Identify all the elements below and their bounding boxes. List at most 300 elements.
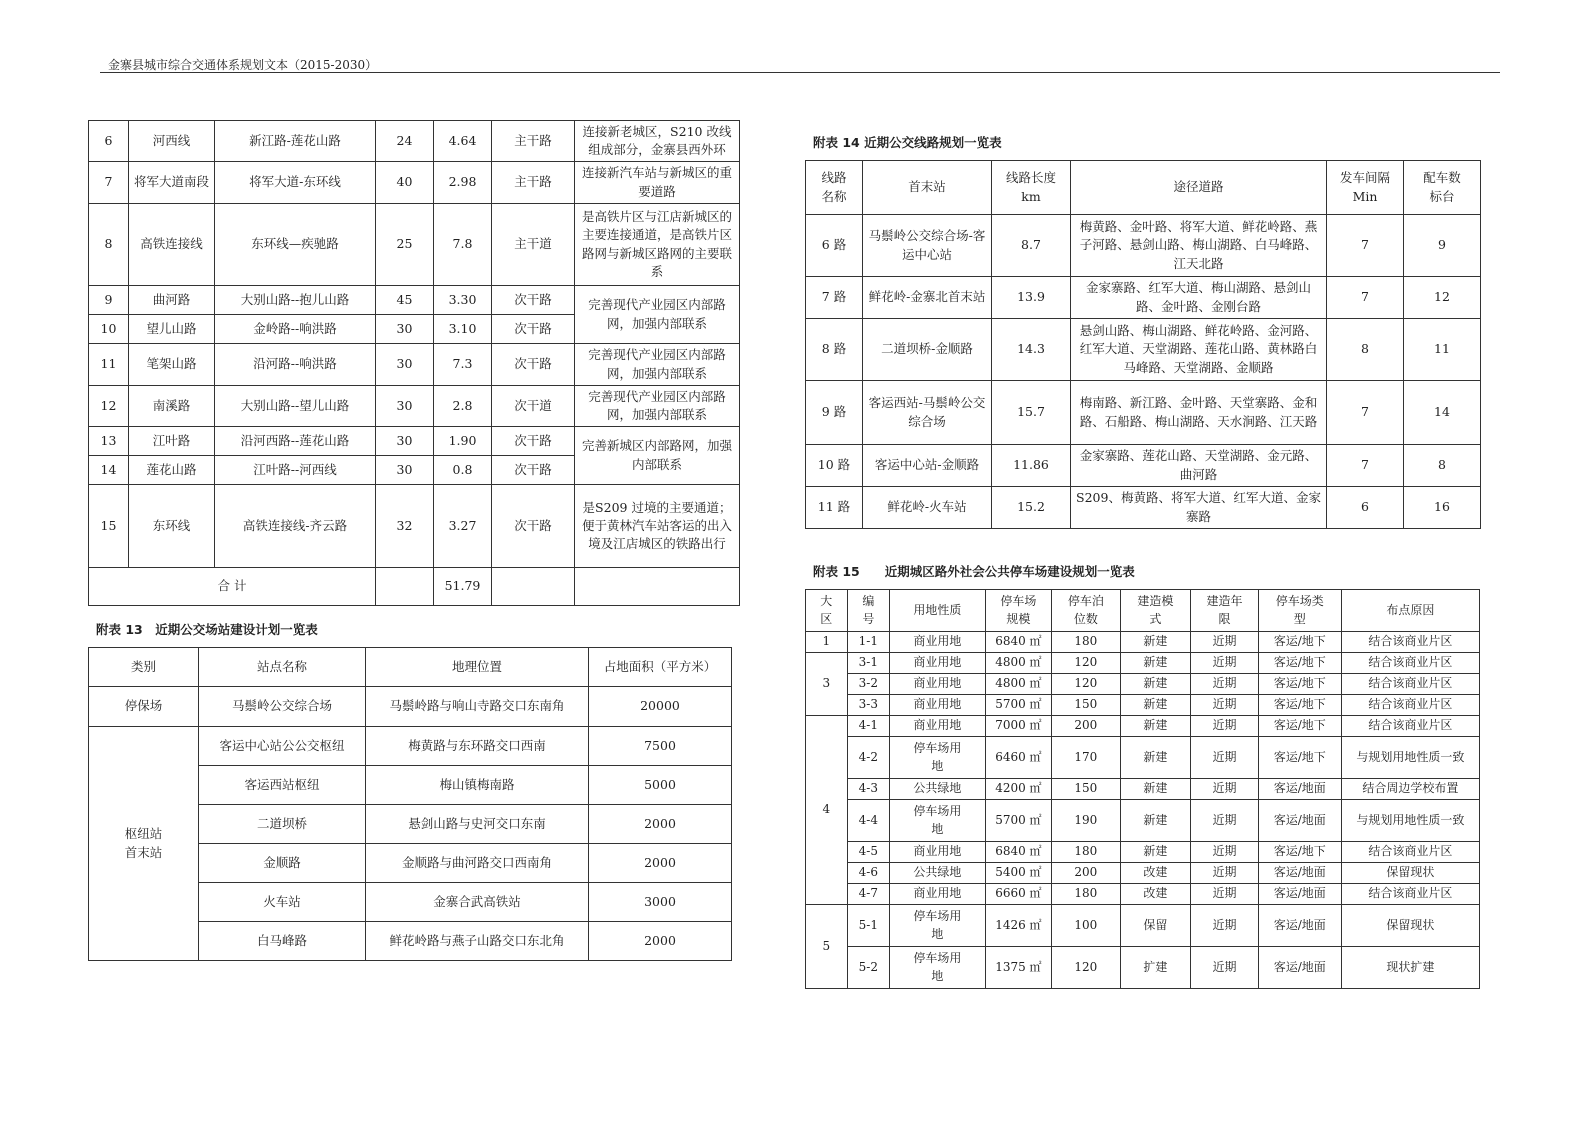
- cell-range: 新江路-莲花山路: [215, 121, 376, 162]
- cell-use: 公共绿地: [890, 779, 986, 800]
- column-header: [1258, 590, 1341, 632]
- cell-mode: 保留: [1120, 905, 1191, 947]
- cell-use: 商业用地: [890, 632, 986, 653]
- cell-interval: 7: [1327, 277, 1404, 319]
- cell-reason: 现状扩建: [1341, 947, 1479, 989]
- cell-length: 0.8: [434, 456, 492, 485]
- column-header: [1191, 590, 1259, 632]
- cell-width: 45: [376, 286, 434, 315]
- cell-mode: 新建: [1120, 737, 1191, 779]
- cell-spots: 180: [1052, 884, 1121, 905]
- cell-location: 马鬃岭路与响山寺路交口东南角: [366, 687, 589, 727]
- cell-use: 商业用地: [890, 653, 986, 674]
- cell-spots: 200: [1052, 716, 1121, 737]
- cell-buses: 14: [1404, 381, 1481, 445]
- cell-spots: 150: [1052, 695, 1121, 716]
- cell-line: 11 路: [806, 487, 863, 529]
- cell-term: 近期: [1191, 674, 1259, 695]
- cell-width: 25: [376, 204, 434, 286]
- header-text: 配车数 标台: [1423, 170, 1461, 204]
- cell-buses: 9: [1404, 215, 1481, 277]
- column-header: 地理位置: [366, 648, 589, 687]
- table-row: [89, 427, 740, 456]
- cell-grade: 次干路: [492, 456, 575, 485]
- cell-term: 近期: [1191, 947, 1259, 989]
- cell-length: 14.3: [992, 319, 1071, 381]
- cell-spots: 150: [1052, 779, 1121, 800]
- cell-name: 东环线: [129, 485, 215, 568]
- cell-reason: 与规划用地性质一致: [1341, 737, 1479, 779]
- cell-grade: 次干路: [492, 286, 575, 315]
- cell-name: 高铁连接线: [129, 204, 215, 286]
- cell-name: 曲河路: [129, 286, 215, 315]
- cell-use: [890, 800, 986, 842]
- table-row: [89, 121, 740, 162]
- cell-width: 30: [376, 344, 434, 386]
- cell-reason: 结合该商业片区: [1341, 653, 1479, 674]
- cell-note: 是S209 过境的主要通道；便于黄林汽车站客运的出入境及江店城区的铁路出行: [575, 485, 740, 568]
- cell-interval: 7: [1327, 215, 1404, 277]
- cell-type: 客运/地下: [1258, 632, 1341, 653]
- cell-route: 悬剑山路、梅山湖路、鲜花岭路、金河路、红军大道、天堂湖路、莲花山路、黄林路白马峰路、天堂湖路、金顺路: [1071, 319, 1327, 381]
- cell-zone: 3: [806, 653, 848, 716]
- cell-size: 6840 ㎡: [985, 632, 1051, 653]
- cell-length: 13.9: [992, 277, 1071, 319]
- cell-mode: 新建: [1120, 800, 1191, 842]
- cell-reason: 结合该商业片区: [1341, 632, 1479, 653]
- cell-route: 金家寨路、莲花山路、天堂湖路、金元路、曲河路: [1071, 445, 1327, 487]
- cell-stops: 马鬃岭公交综合场-客运中心站: [863, 215, 992, 277]
- cell-no: 13: [89, 427, 129, 456]
- cell-mode: 新建: [1120, 695, 1191, 716]
- cell-id: 5-1: [847, 905, 890, 947]
- cell-range: 江叶路--河西线: [215, 456, 376, 485]
- cell-location: 梅山镇梅南路: [366, 766, 589, 805]
- column-header: [985, 590, 1051, 632]
- cell-reason: 结合该商业片区: [1341, 842, 1479, 863]
- table-header-row: [806, 590, 1480, 632]
- cell-type: 客运/地下: [1258, 653, 1341, 674]
- cell-spots: 200: [1052, 863, 1121, 884]
- cell-interval: 7: [1327, 445, 1404, 487]
- cell-length: 3.30: [434, 286, 492, 315]
- cell-spots: 190: [1052, 800, 1121, 842]
- cell-location: 金顺路与曲河路交口西南角: [366, 844, 589, 883]
- header-text: 建造模式: [1137, 594, 1174, 626]
- cell-grade: 主干道: [492, 204, 575, 286]
- cell-width: 24: [376, 121, 434, 162]
- cell-length: 3.10: [434, 315, 492, 344]
- table-row: [806, 800, 1480, 842]
- empty-cell: [492, 568, 575, 606]
- cell-range: 沿河西路--莲花山路: [215, 427, 376, 456]
- column-header: 途径道路: [1071, 161, 1327, 215]
- cell-use: [890, 947, 986, 989]
- table-row: [89, 687, 732, 727]
- cell-length: 15.2: [992, 487, 1071, 529]
- use-text: 停车场用地: [913, 951, 962, 983]
- cell-buses: 11: [1404, 319, 1481, 381]
- cell-size: 5400 ㎡: [985, 863, 1051, 884]
- table-14-caption: 附表 14 近期公交线路规划一览表: [813, 135, 1002, 150]
- cell-spots: 120: [1052, 947, 1121, 989]
- cell-size: 5700 ㎡: [985, 800, 1051, 842]
- cell-term: 近期: [1191, 716, 1259, 737]
- cell-term: 近期: [1191, 842, 1259, 863]
- cell-line: 10 路: [806, 445, 863, 487]
- cell-note: 连接新老城区，S210 改线组成部分，金寨县西外环: [575, 121, 740, 162]
- cell-type: 客运/地下: [1258, 737, 1341, 779]
- cell-mode: 新建: [1120, 674, 1191, 695]
- cell-size: 6840 ㎡: [985, 842, 1051, 863]
- column-header: [1327, 161, 1404, 215]
- cell-note: 完善现代产业园区内部路网，加强内部联系: [575, 286, 740, 344]
- cell-size: 1375 ㎡: [985, 947, 1051, 989]
- cell-area: 7500: [589, 727, 732, 766]
- road-table: [88, 120, 740, 606]
- cell-length: 7.3: [434, 344, 492, 386]
- cell-term: 近期: [1191, 653, 1259, 674]
- cell-length: 4.64: [434, 121, 492, 162]
- cell-type: 客运/地下: [1258, 674, 1341, 695]
- column-header: [1120, 590, 1191, 632]
- cell-name: 望儿山路: [129, 315, 215, 344]
- cell-range: 大别山路--望儿山路: [215, 386, 376, 427]
- cell-id: 4-5: [847, 842, 890, 863]
- header-text: 停车场类型: [1275, 594, 1324, 626]
- table-row: [89, 727, 732, 766]
- cell-stops: 客运西站-马鬃岭公交综合场: [863, 381, 992, 445]
- cell-use: 商业用地: [890, 884, 986, 905]
- cell-interval: 8: [1327, 319, 1404, 381]
- cell-width: 30: [376, 315, 434, 344]
- cell-length: 3.27: [434, 485, 492, 568]
- cell-width: 32: [376, 485, 434, 568]
- column-header: 首末站: [863, 161, 992, 215]
- use-text: 停车场用地: [913, 741, 962, 773]
- cell-id: 4-1: [847, 716, 890, 737]
- table-row: [806, 695, 1480, 716]
- cell-width: 30: [376, 386, 434, 427]
- cell-type: 客运/地下: [1258, 716, 1341, 737]
- column-header: 布点原因: [1341, 590, 1479, 632]
- cell-line: 8 路: [806, 319, 863, 381]
- cell-id: 4-7: [847, 884, 890, 905]
- column-header: [992, 161, 1071, 215]
- cell-zone: 4: [806, 716, 848, 905]
- cell-width: 30: [376, 427, 434, 456]
- cell-type: 客运/地面: [1258, 863, 1341, 884]
- cell-grade: 主干路: [492, 121, 575, 162]
- cell-stops: 鲜花岭-火车站: [863, 487, 992, 529]
- cell-no: 8: [89, 204, 129, 286]
- table-row: [806, 277, 1481, 319]
- header-text: 发车间隔 Min: [1339, 170, 1390, 204]
- cell-use: 公共绿地: [890, 863, 986, 884]
- category-text: 枢纽站首末站: [124, 826, 163, 860]
- cell-size: 4800 ㎡: [985, 674, 1051, 695]
- cell-reason: 结合该商业片区: [1341, 716, 1479, 737]
- table-row: [89, 344, 740, 386]
- cell-id: 4-6: [847, 863, 890, 884]
- cell-type: 客运/地面: [1258, 884, 1341, 905]
- cell-area: 20000: [589, 687, 732, 727]
- table-14: [805, 160, 1481, 529]
- table-row: [806, 737, 1480, 779]
- table-13-caption: 附表 13 近期公交场站建设计划一览表: [96, 622, 318, 637]
- cell-no: 6: [89, 121, 129, 162]
- cell-term: 近期: [1191, 737, 1259, 779]
- cell-name: 莲花山路: [129, 456, 215, 485]
- cell-spots: 120: [1052, 653, 1121, 674]
- cell-zone: 1: [806, 632, 848, 653]
- cell-no: 15: [89, 485, 129, 568]
- header-text: 编号: [862, 594, 875, 626]
- column-header: 站点名称: [199, 648, 366, 687]
- cell-route: 金家寨路、红军大道、梅山湖路、悬剑山路、金叶路、金刚台路: [1071, 277, 1327, 319]
- cell-reason: 结合该商业片区: [1341, 695, 1479, 716]
- cell-type: 客运/地面: [1258, 905, 1341, 947]
- cell-length: 11.86: [992, 445, 1071, 487]
- cell-note: 完善现代产业园区内部路网，加强内部联系: [575, 344, 740, 386]
- table-row: [89, 162, 740, 204]
- cell-location: 鲜花岭路与燕子山路交口东北角: [366, 922, 589, 961]
- cell-stops: 二道坝桥-金顺路: [863, 319, 992, 381]
- table-row: [89, 204, 740, 286]
- cell-location: 悬剑山路与史河交口东南: [366, 805, 589, 844]
- page-header-title: 金寨县城市综合交通体系规划文本（2015-2030）: [108, 58, 378, 72]
- table-row: [806, 487, 1481, 529]
- cell-area: 2000: [589, 922, 732, 961]
- cell-range: 沿河路--响洪路: [215, 344, 376, 386]
- cell-reason: 结合周边学校布置: [1341, 779, 1479, 800]
- table-row: [806, 779, 1480, 800]
- cell-type: 客运/地下: [1258, 842, 1341, 863]
- table-row: [806, 319, 1481, 381]
- cell-note: 完善现代产业园区内部路网，加强内部联系: [575, 386, 740, 427]
- cell-grade: 主干路: [492, 162, 575, 204]
- cell-name: 江叶路: [129, 427, 215, 456]
- table-15-caption: 附表 15 近期城区路外社会公共停车场建设规划一览表: [813, 564, 1135, 579]
- cell-line: 6 路: [806, 215, 863, 277]
- cell-length: 8.7: [992, 215, 1071, 277]
- cell-grade: 次干路: [492, 485, 575, 568]
- cell-station-name: 金顺路: [199, 844, 366, 883]
- table-row: [89, 485, 740, 568]
- column-header: 占地面积（平方米）: [589, 648, 732, 687]
- table-row: [89, 286, 740, 315]
- cell-size: 6660 ㎡: [985, 884, 1051, 905]
- table-row: [806, 884, 1480, 905]
- header-rule: [100, 72, 1500, 73]
- cell-type: 客运/地面: [1258, 947, 1341, 989]
- cell-no: 12: [89, 386, 129, 427]
- cell-width: 40: [376, 162, 434, 204]
- cell-name: 南溪路: [129, 386, 215, 427]
- cell-id: 4-4: [847, 800, 890, 842]
- cell-range: 东环线—疾驰路: [215, 204, 376, 286]
- cell-mode: 新建: [1120, 779, 1191, 800]
- cell-stops: 鲜花岭-金寨北首末站: [863, 277, 992, 319]
- cell-use: 商业用地: [890, 674, 986, 695]
- cell-station-name: 二道坝桥: [199, 805, 366, 844]
- cell-buses: 12: [1404, 277, 1481, 319]
- cell-no: 10: [89, 315, 129, 344]
- cell-mode: 改建: [1120, 884, 1191, 905]
- cell-reason: 结合该商业片区: [1341, 674, 1479, 695]
- column-header: [1404, 161, 1481, 215]
- cell-mode: 新建: [1120, 842, 1191, 863]
- cell-spots: 170: [1052, 737, 1121, 779]
- cell-location: 梅黄路与东环路交口西南: [366, 727, 589, 766]
- table-row: [806, 445, 1481, 487]
- empty-cell: [376, 568, 434, 606]
- cell-term: 近期: [1191, 695, 1259, 716]
- cell-mode: 扩建: [1120, 947, 1191, 989]
- cell-spots: 100: [1052, 905, 1121, 947]
- cell-width: 30: [376, 456, 434, 485]
- cell-length: 2.98: [434, 162, 492, 204]
- cell-zone: 5: [806, 905, 848, 989]
- table-row: [806, 632, 1480, 653]
- empty-cell: [575, 568, 740, 606]
- table-row: [806, 215, 1481, 277]
- table-row: [806, 842, 1480, 863]
- cell-range: 将军大道-东环线: [215, 162, 376, 204]
- cell-range: 大别山路--抱儿山路: [215, 286, 376, 315]
- cell-length: 7.8: [434, 204, 492, 286]
- cell-spots: 120: [1052, 674, 1121, 695]
- cell-station-name: 客运中心站公公交枢纽: [199, 727, 366, 766]
- cell-reason: 结合该商业片区: [1341, 884, 1479, 905]
- cell-spots: 180: [1052, 842, 1121, 863]
- cell-mode: 新建: [1120, 716, 1191, 737]
- cell-category: 停保场: [89, 687, 199, 727]
- use-text: 停车场用地: [913, 804, 962, 836]
- cell-size: 4200 ㎡: [985, 779, 1051, 800]
- cell-id: 4-2: [847, 737, 890, 779]
- header-text: 建造年限: [1206, 594, 1243, 626]
- cell-reason: 保留现状: [1341, 905, 1479, 947]
- cell-range: 金岭路--响洪路: [215, 315, 376, 344]
- cell-use: 商业用地: [890, 695, 986, 716]
- cell-route: 梅南路、新江路、金叶路、天堂寨路、金和路、石船路、梅山湖路、天水涧路、江天路: [1071, 381, 1327, 445]
- cell-station-name: 客运西站枢纽: [199, 766, 366, 805]
- table-row: [806, 653, 1480, 674]
- cell-mode: 新建: [1120, 632, 1191, 653]
- cell-id: 3-1: [847, 653, 890, 674]
- cell-area: 3000: [589, 883, 732, 922]
- use-text: 停车场用地: [913, 909, 962, 941]
- table-row: [806, 947, 1480, 989]
- total-row: [89, 568, 740, 606]
- cell-station-name: 火车站: [199, 883, 366, 922]
- cell-name: 笔架山路: [129, 344, 215, 386]
- column-header: 用地性质: [890, 590, 986, 632]
- cell-id: 1-1: [847, 632, 890, 653]
- cell-term: 近期: [1191, 800, 1259, 842]
- cell-length: 15.7: [992, 381, 1071, 445]
- table-row: [806, 905, 1480, 947]
- cell-category: [89, 727, 199, 961]
- cell-mode: 改建: [1120, 863, 1191, 884]
- cell-route: 梅黄路、金叶路、将军大道、鲜花岭路、燕子河路、悬剑山路、梅山湖路、白马峰路、江天北路: [1071, 215, 1327, 277]
- cell-id: 4-3: [847, 779, 890, 800]
- cell-range: 高铁连接线-齐云路: [215, 485, 376, 568]
- header-text: 停车泊位数: [1067, 594, 1104, 626]
- cell-grade: 次干道: [492, 386, 575, 427]
- cell-use: 商业用地: [890, 842, 986, 863]
- table-row: [89, 386, 740, 427]
- cell-size: 5700 ㎡: [985, 695, 1051, 716]
- table-row: [806, 381, 1481, 445]
- header-text: 大区: [820, 594, 833, 626]
- cell-id: 3-2: [847, 674, 890, 695]
- cell-type: 客运/地下: [1258, 695, 1341, 716]
- cell-type: 客运/地面: [1258, 800, 1341, 842]
- column-header: [1052, 590, 1121, 632]
- header-text: 停车场规模: [1000, 594, 1037, 626]
- cell-line: 9 路: [806, 381, 863, 445]
- cell-area: 5000: [589, 766, 732, 805]
- cell-length: 2.8: [434, 386, 492, 427]
- cell-name: 将军大道南段: [129, 162, 215, 204]
- cell-reason: 与规划用地性质一致: [1341, 800, 1479, 842]
- table-row: [806, 863, 1480, 884]
- cell-route: S209、梅黄路、将军大道、红军大道、金家寨路: [1071, 487, 1327, 529]
- table-13: [88, 647, 732, 961]
- cell-grade: 次干路: [492, 427, 575, 456]
- cell-line: 7 路: [806, 277, 863, 319]
- cell-mode: 新建: [1120, 653, 1191, 674]
- cell-use: 商业用地: [890, 716, 986, 737]
- cell-no: 7: [89, 162, 129, 204]
- cell-station-name: 马鬃岭公交综合场: [199, 687, 366, 727]
- cell-id: 3-3: [847, 695, 890, 716]
- total-length: 51.79: [434, 568, 492, 606]
- cell-note: 连接新汽车站与新城区的重要道路: [575, 162, 740, 204]
- cell-note: 是高铁片区与江店新城区的主要连接通道，是高铁片区路网与新城区路网的主要联系: [575, 204, 740, 286]
- table-15: [805, 589, 1480, 989]
- cell-size: 6460 ㎡: [985, 737, 1051, 779]
- table-row: [806, 674, 1480, 695]
- cell-no: 11: [89, 344, 129, 386]
- cell-buses: 16: [1404, 487, 1481, 529]
- cell-use: [890, 905, 986, 947]
- cell-term: 近期: [1191, 884, 1259, 905]
- cell-grade: 次干路: [492, 315, 575, 344]
- table-row: [806, 716, 1480, 737]
- cell-area: 2000: [589, 844, 732, 883]
- table-header-row: [806, 161, 1481, 215]
- cell-size: 4800 ㎡: [985, 653, 1051, 674]
- cell-type: 客运/地面: [1258, 779, 1341, 800]
- cell-buses: 8: [1404, 445, 1481, 487]
- cell-location: 金寨合武高铁站: [366, 883, 589, 922]
- cell-grade: 次干路: [492, 344, 575, 386]
- total-label: 合 计: [89, 568, 376, 606]
- cell-no: 9: [89, 286, 129, 315]
- cell-no: 14: [89, 456, 129, 485]
- cell-term: 近期: [1191, 632, 1259, 653]
- header-text: 线路名称: [821, 170, 847, 204]
- cell-term: 近期: [1191, 779, 1259, 800]
- column-header: 类别: [89, 648, 199, 687]
- cell-stops: 客运中心站-金顺路: [863, 445, 992, 487]
- cell-spots: 180: [1052, 632, 1121, 653]
- cell-interval: 7: [1327, 381, 1404, 445]
- cell-note: 完善新城区内部路网，加强内部联系: [575, 427, 740, 485]
